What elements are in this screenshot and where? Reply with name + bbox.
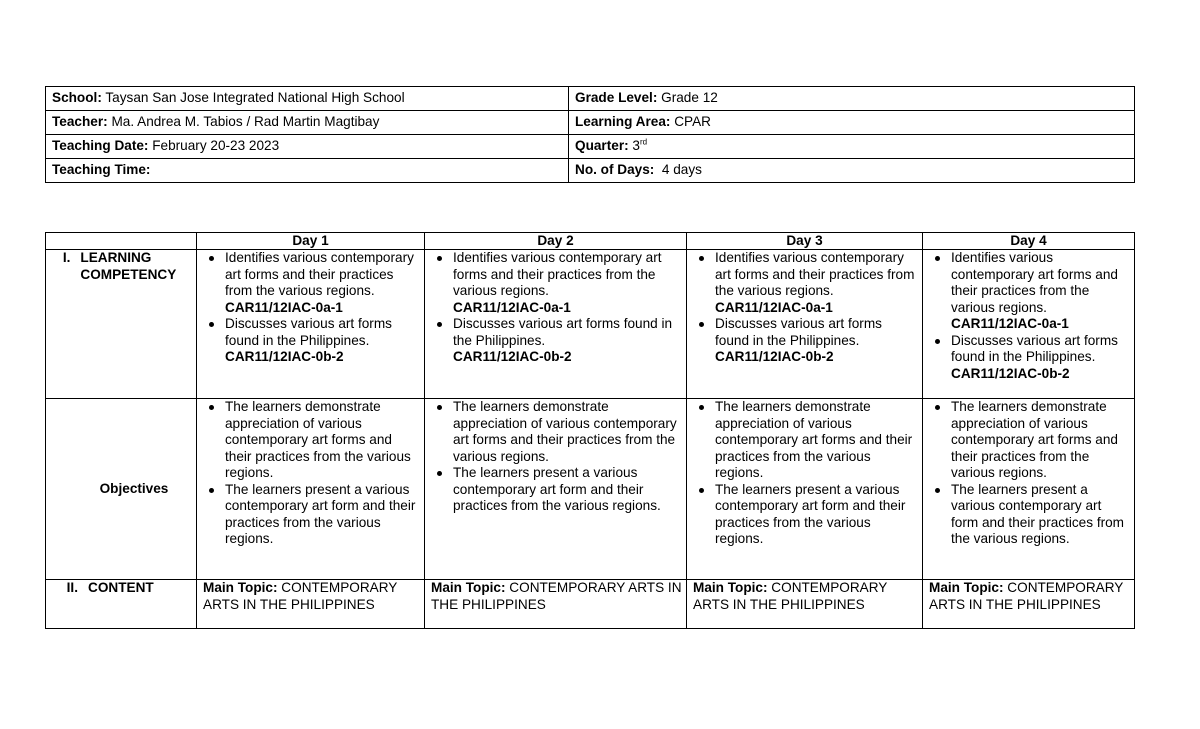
- competency-code: CAR11/12IAC-0a-1: [951, 316, 1069, 331]
- objectives-label: Objectives: [99, 480, 169, 496]
- day-header: Day 4: [923, 233, 1135, 250]
- plan-header-row: [46, 233, 1135, 250]
- list-item: Identifies various contemporary art forms and their practices from the various regions. CAR11/12IAC-0a-1: [715, 250, 918, 316]
- list-item: The learners demonstrate appreciation of various contemporary art forms and their practices from the various regions.: [453, 399, 682, 465]
- grade-cell: [569, 87, 1135, 111]
- quarter-suffix: rd: [639, 137, 648, 147]
- date-value: February 20-23 2023: [152, 138, 280, 154]
- teacher-cell: [46, 111, 569, 135]
- competency-day3: [687, 250, 923, 399]
- area-value: CPAR: [674, 114, 711, 130]
- competency-day1: [197, 250, 425, 399]
- section-label: LEARNING COMPETENCY: [80, 250, 177, 282]
- info-row: [46, 87, 1135, 111]
- school-cell: [46, 87, 569, 111]
- competency-day4: [923, 250, 1135, 399]
- list-item: Identifies various contemporary art forms and their practices from the various regions. CAR11/12IAC-0a-1: [225, 250, 420, 316]
- days-value: 4 days: [661, 162, 702, 178]
- competency-code: CAR11/12IAC-0b-2: [225, 349, 344, 364]
- quarter-cell: [569, 135, 1135, 159]
- topic-value: CONTEMPORARY ARTS IN THE PHILIPPINES: [929, 580, 1124, 612]
- school-label: School:: [52, 90, 102, 106]
- info-row: [46, 159, 1135, 183]
- lesson-plan-table: [45, 232, 1135, 629]
- topic-label: Main Topic:: [431, 580, 506, 595]
- days-label: No. of Days:: [575, 162, 655, 178]
- list-item: The learners present a various contemporary art form and their practices from the various regions.: [951, 482, 1130, 548]
- content-day3: [687, 580, 923, 629]
- list-item: Discusses various art forms found in the Philippines. CAR11/12IAC-0b-2: [453, 316, 682, 366]
- competency-code: CAR11/12IAC-0b-2: [951, 365, 1070, 381]
- area-cell: [569, 111, 1135, 135]
- content-day1: [197, 580, 425, 629]
- info-row: [46, 135, 1135, 159]
- competency-code: CAR11/12IAC-0b-2: [453, 349, 572, 364]
- corner-cell: [46, 233, 197, 250]
- list-item: The learners demonstrate appreciation of various contemporary art forms and their practices from the various regions.: [225, 399, 420, 482]
- list-item: Discusses various art forms found in the Philippines. CAR11/12IAC-0b-2: [951, 333, 1130, 383]
- section-number: II.: [66, 580, 78, 595]
- date-cell: [46, 135, 569, 159]
- competency-row: [46, 250, 1135, 399]
- topic-label: Main Topic:: [203, 580, 278, 595]
- content-row: [46, 580, 1135, 629]
- topic-value: CONTEMPORARY ARTS IN THE PHILIPPINES: [431, 580, 682, 612]
- info-table: [45, 86, 1135, 183]
- objectives-day4: [923, 399, 1135, 580]
- list-item: The learners present a various contemporary art form and their practices from the various regions.: [453, 465, 682, 515]
- info-row: [46, 111, 1135, 135]
- section-label: CONTENT: [88, 580, 154, 595]
- grade-label: Grade Level:: [575, 90, 658, 106]
- content-day4: [923, 580, 1135, 629]
- topic-value: CONTEMPORARY ARTS IN THE PHILIPPINES: [203, 580, 398, 612]
- objectives-row: [46, 399, 1135, 580]
- quarter-value: 3: [632, 138, 640, 154]
- area-label: Learning Area:: [575, 114, 671, 130]
- quarter-label: Quarter:: [575, 138, 629, 154]
- list-item: The learners present a various contemporary art form and their practices from the various regions.: [225, 482, 420, 548]
- competency-day2: [425, 250, 687, 399]
- teacher-label: Teacher:: [52, 114, 108, 130]
- objectives-day2: [425, 399, 687, 580]
- time-label: Teaching Time:: [52, 162, 151, 178]
- content-day2: [425, 580, 687, 629]
- topic-label: Main Topic:: [929, 580, 1004, 595]
- grade-value: Grade 12: [661, 90, 718, 106]
- list-item: Discusses various art forms found in the Philippines. CAR11/12IAC-0b-2: [715, 316, 918, 366]
- list-item: Identifies various contemporary art forms and their practices from the various regions. CAR11/12IAC-0a-1: [453, 250, 682, 316]
- list-item: The learners demonstrate appreciation of various contemporary art forms and their practices from the various regions.: [951, 399, 1130, 482]
- content-heading: [46, 580, 197, 629]
- date-label: Teaching Date:: [52, 138, 149, 154]
- teacher-value: Ma. Andrea M. Tabios / Rad Martin Magtibay: [111, 114, 380, 130]
- topic-value: CONTEMPORARY ARTS IN THE PHILIPPINES: [693, 580, 888, 612]
- list-item: Identifies various contemporary art forms and their practices from the various regions. CAR11/12IAC-0a-1: [951, 250, 1130, 333]
- objectives-heading: [46, 399, 197, 580]
- day-header: Day 2: [425, 233, 687, 250]
- section-number: I.: [62, 250, 71, 265]
- competency-heading: [46, 250, 197, 399]
- day-header: Day 1: [197, 233, 425, 250]
- competency-code: CAR11/12IAC-0a-1: [225, 299, 343, 315]
- objectives-day1: [197, 399, 425, 580]
- list-item: The learners demonstrate appreciation of various contemporary art forms and their practices from the various regions.: [715, 399, 918, 482]
- time-cell: [46, 159, 569, 183]
- competency-code: CAR11/12IAC-0a-1: [453, 299, 571, 315]
- list-item: Discusses various art forms found in the Philippines. CAR11/12IAC-0b-2: [225, 316, 420, 366]
- day-header: Day 3: [687, 233, 923, 250]
- school-value: Taysan San Jose Integrated National High School: [105, 90, 405, 106]
- objectives-day3: [687, 399, 923, 580]
- topic-label: Main Topic:: [693, 580, 768, 595]
- competency-code: CAR11/12IAC-0a-1: [715, 299, 833, 315]
- days-cell: [569, 159, 1135, 183]
- list-item: The learners present a various contemporary art form and their practices from the various regions.: [715, 482, 918, 548]
- competency-code: CAR11/12IAC-0b-2: [715, 349, 834, 364]
